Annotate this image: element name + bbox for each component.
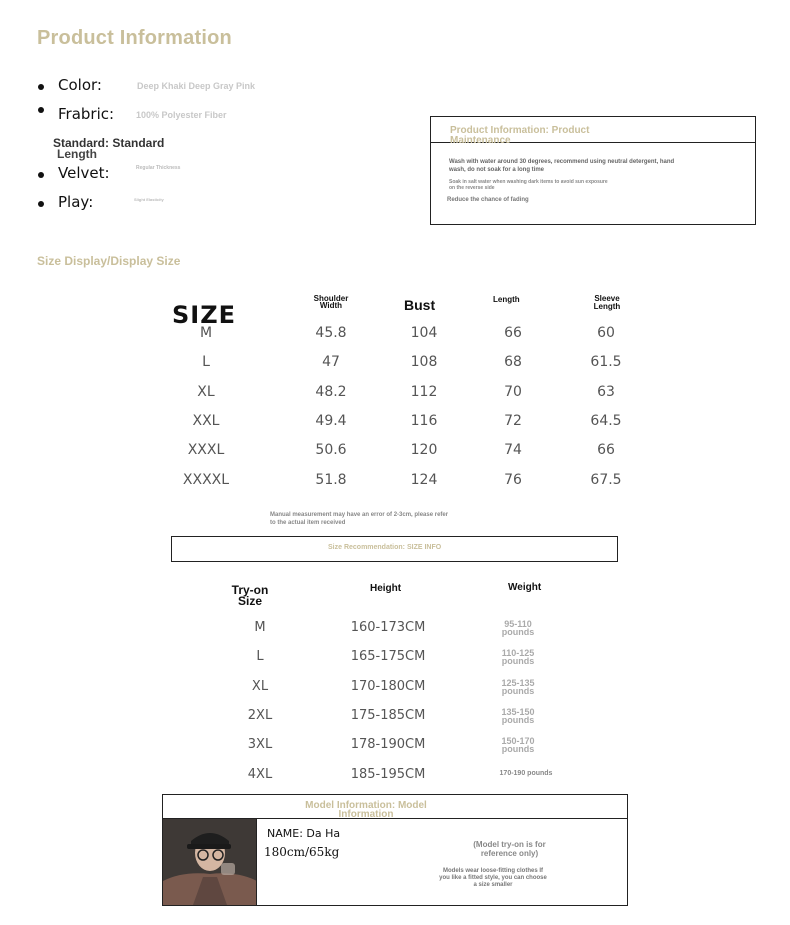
tryon-height-cell: 170-180CM: [350, 678, 426, 694]
size-section-title: Size Display/Display Size: [37, 254, 181, 268]
size-value-cell: 48.2: [315, 383, 347, 400]
model-photo: [163, 819, 257, 905]
model-stats: 180cm/65kg: [264, 845, 340, 859]
maintenance-line: Wash with water around 30 degrees, recommend using neutral detergent, hand wash, do not soak for a long time: [449, 159, 675, 173]
model-photo-illustration: [163, 819, 257, 905]
spec-value: Deep Khaki Deep Gray Pink: [137, 81, 256, 91]
size-label-cell: XXXXL: [182, 471, 230, 488]
model-note: Models wear loose-fitting clothes If you like a fitted style, you can choose a size smaller: [439, 868, 547, 888]
tryon-height-cell: 175-185CM: [350, 707, 426, 723]
size-value-cell: 63: [597, 383, 615, 400]
tryon-size-cell: 4XL: [247, 766, 273, 782]
size-value-cell: 70: [504, 383, 522, 400]
size-value-cell: 67.5: [590, 471, 622, 488]
spec-label: Standard: Standard: [53, 136, 165, 150]
bullet-icon: [38, 84, 44, 90]
column-header-tryon-size: Try-on Size: [231, 583, 269, 608]
tryon-size-cell: L: [256, 649, 264, 665]
size-value-cell: 120: [410, 442, 438, 459]
column-header-shoulder: Shoulder Width: [313, 294, 349, 310]
column-header-sleeve: Sleeve Length: [593, 294, 621, 311]
spec-value: Length: [57, 147, 97, 161]
size-value-cell: 72: [504, 412, 522, 429]
column-header-bust: Bust: [404, 297, 436, 313]
size-value-cell: 68: [504, 354, 522, 371]
size-value-cell: 51.8: [315, 471, 347, 488]
size-value-cell: 49.4: [315, 412, 347, 429]
measurement-note: Manual measurement may have an error of 2-3cm, please refer to the actual item received: [270, 512, 449, 526]
maintenance-header: [431, 117, 755, 146]
column-header-length: Length: [493, 295, 520, 304]
model-header: [163, 795, 627, 819]
size-value-cell: 108: [410, 354, 438, 371]
size-value-cell: 47: [322, 354, 340, 371]
tryon-size-cell: 3XL: [247, 737, 273, 753]
maintenance-line: Reduce the chance of fading: [447, 197, 529, 203]
size-label-cell: XL: [197, 383, 215, 400]
size-value-cell: 66: [597, 442, 615, 459]
spec-value: Regular Thickness: [136, 165, 181, 171]
tryon-weight-cell: 135-150 pounds: [501, 706, 535, 725]
model-title: Model Information: Model Information: [305, 800, 427, 820]
size-value-cell: 61.5: [590, 354, 622, 371]
tryon-weight-cell: 170-190 pounds: [499, 769, 553, 777]
size-value-cell: 74: [504, 442, 522, 459]
model-name: NAME: Da Ha: [267, 827, 341, 840]
page-title: Product Information: [37, 27, 232, 49]
tryon-height-cell: 178-190CM: [350, 737, 426, 753]
tryon-height-cell: 185-195CM: [350, 766, 426, 782]
spec-label: Frabric:: [58, 105, 115, 123]
spec-value: 100% Polyester Fiber: [136, 110, 227, 120]
tryon-size-cell: M: [254, 620, 266, 635]
size-label-cell: XXXL: [187, 442, 225, 459]
spec-label: Play:: [58, 193, 94, 211]
spec-standard: [53, 138, 164, 160]
maintenance-line: Soak in salt water when washing dark items to avoid sun exposure on the reverse side: [449, 179, 608, 191]
size-value-cell: 76: [504, 471, 522, 488]
model-box: [162, 794, 628, 906]
recommendation-box: [171, 536, 618, 562]
column-header-weight: Weight: [508, 582, 542, 593]
size-label-cell: M: [199, 325, 213, 341]
size-value-cell: 112: [410, 383, 438, 400]
tryon-weight-cell: 110-125 pounds: [501, 648, 535, 667]
spec-value: Slight Elasticity: [134, 197, 164, 202]
bullet-icon: [38, 201, 44, 207]
size-label-cell: L: [202, 354, 210, 371]
bullet-icon: [38, 172, 44, 178]
spec-label: Velvet:: [58, 164, 110, 182]
size-value-cell: 64.5: [590, 412, 622, 429]
size-value-cell: 45.8: [315, 325, 347, 341]
model-note: (Model try-on is for reference only): [473, 840, 546, 858]
tryon-size-cell: 2XL: [247, 707, 273, 723]
size-value-cell: 50.6: [315, 442, 347, 459]
size-value-cell: 116: [410, 412, 438, 429]
size-value-cell: 66: [504, 325, 522, 341]
bullet-icon: [38, 107, 44, 113]
tryon-weight-cell: 150-170 pounds: [501, 736, 535, 755]
tryon-size-cell: XL: [251, 678, 269, 694]
recommendation-title: Size Recommendation: SIZE INFO: [328, 544, 442, 551]
size-label-cell: XXL: [192, 412, 220, 429]
tryon-height-cell: 160-173CM: [350, 620, 426, 635]
size-value-cell: 104: [410, 325, 438, 341]
tryon-height-cell: 165-175CM: [350, 649, 426, 665]
column-header-height: Height: [370, 583, 402, 594]
column-header-size: SIZE: [172, 301, 237, 329]
maintenance-title: Product Information: Product Maintenance: [450, 125, 590, 146]
tryon-weight-cell: 95-110 pounds: [501, 619, 535, 637]
size-value-cell: 60: [597, 325, 615, 341]
tryon-weight-cell: 125-135 pounds: [501, 677, 535, 696]
size-value-cell: 124: [410, 471, 438, 488]
spec-label: Color:: [58, 76, 102, 94]
maintenance-box: [430, 116, 756, 225]
